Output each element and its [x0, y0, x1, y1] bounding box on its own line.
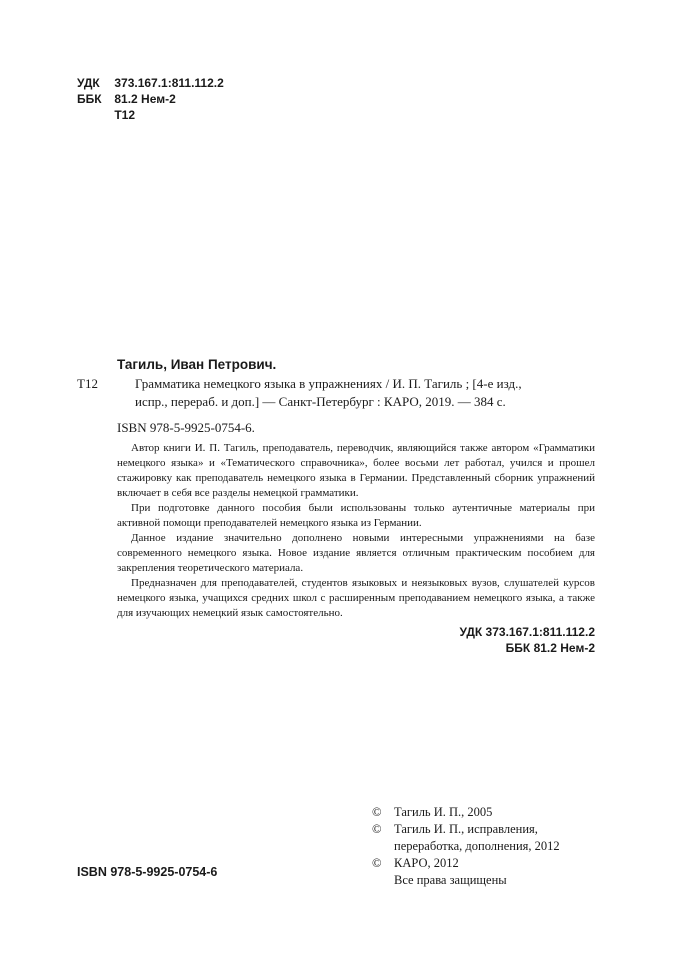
- bibliographic-description: [135, 375, 595, 410]
- annotation-paragraph-3: Данное издание значительно дополнено новыми интересными упражнениями на базе современного немецкого языка. Новое издание является отличным практическим пособием для закрепления теоретического материала.: [117, 532, 595, 574]
- bbk-bottom: ББК 81.2 Нем-2: [505, 641, 595, 655]
- udk-value: 373.167.1:811.112.2: [114, 76, 224, 90]
- description-line-1: Грамматика немецкого языка в упражнениях / И. П. Тагиль ; [4-е изд.,: [135, 376, 522, 391]
- copyright-icon: ©: [372, 856, 382, 870]
- bbk-value: 81.2 Нем-2: [114, 92, 176, 106]
- copyright-icon: ©: [372, 805, 382, 819]
- copyright-block: [372, 804, 560, 889]
- author-mark-row: [77, 107, 224, 123]
- classification-bottom: [459, 624, 595, 656]
- copyright-line-3: © КАРО, 2012: [372, 856, 459, 870]
- bbk-row: [77, 91, 224, 107]
- author-mark: Т12: [114, 108, 136, 122]
- copyright-line-2: © Тагиль И. П., исправления,: [372, 822, 538, 836]
- annotation-paragraph-2: При подготовке данного пособия были использованы только аутентичные материалы при активной помощи преподавателей немецкого языка из Германии.: [117, 502, 595, 529]
- rights-reserved: Все права защищены: [394, 873, 507, 887]
- annotation-paragraph-4: Предназначен для преподавателей, студентов языковых и неязыковых вузов, слушателей курсов немецкого языка, учащихся средних школ с расширенным преподаванием немецкого языка, а также для изучающих немецкий язык самостоятельно.: [117, 577, 595, 619]
- isbn-bottom: ISBN 978-5-9925-0754-6: [77, 865, 218, 879]
- copyright-line-2-cont: переработка, дополнения, 2012: [394, 839, 560, 853]
- udk-bottom: УДК 373.167.1:811.112.2: [459, 625, 595, 639]
- classification-top: [77, 75, 224, 123]
- annotation: [117, 441, 595, 621]
- copyright-icon: ©: [372, 822, 382, 836]
- udk-label: УДК: [77, 76, 100, 90]
- author-code: Т12: [77, 376, 98, 391]
- copyright-line-1: © Тагиль И. П., 2005: [372, 805, 493, 819]
- udk-row: [77, 75, 224, 91]
- author-heading: Тагиль, Иван Петрович.: [117, 357, 277, 372]
- isbn-record: ISBN 978-5-9925-0754-6.: [117, 420, 255, 435]
- annotation-paragraph-1: Автор книги И. П. Тагиль, преподаватель, переводчик, являющийся также автором «Грамматики немецкого языка» и «Тематического справочника», более восьми лет работал, учился и прошел стажировку как преподаватель немецкого языка в Германии. Представленный сборник упражнений включает в себя все разделы немецкой грамматики.: [117, 442, 595, 499]
- description-line-2: испр., перераб. и доп.] — Санкт-Петербург : КАРО, 2019. — 384 с.: [135, 393, 506, 409]
- bbk-label: ББК: [77, 92, 102, 106]
